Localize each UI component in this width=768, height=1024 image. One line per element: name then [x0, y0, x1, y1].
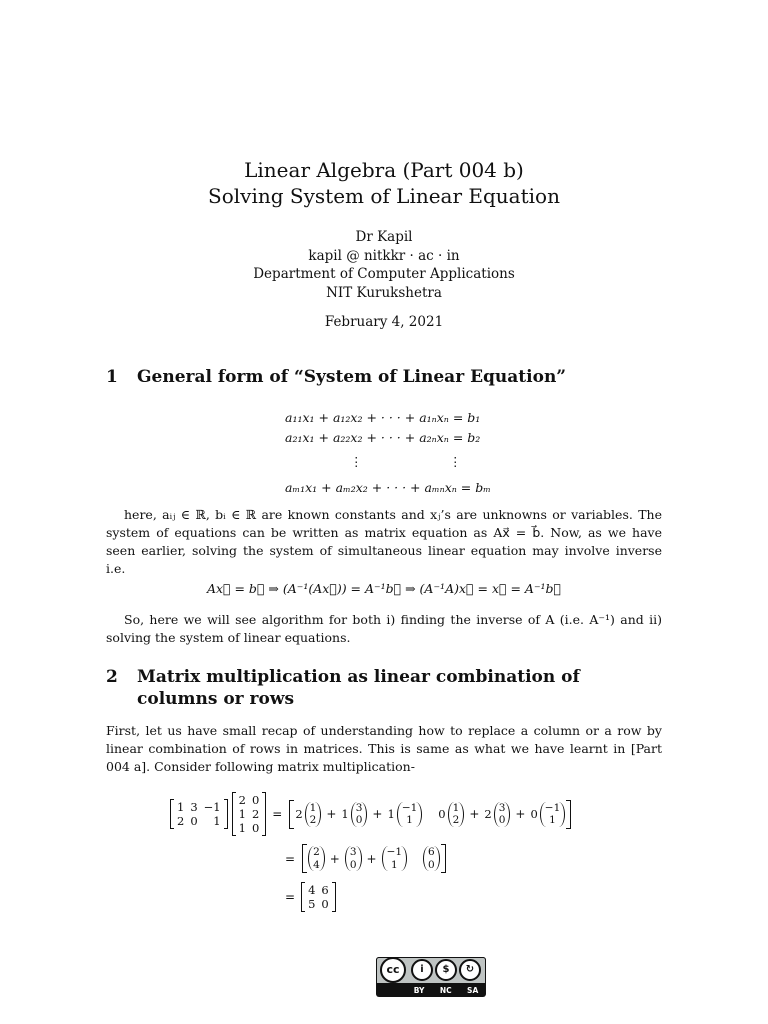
column-vector	[345, 846, 362, 871]
equals-sign: =	[272, 807, 283, 821]
result-cell: 4	[308, 883, 316, 897]
section-2-number: 2	[106, 667, 118, 687]
vector-entry: 3	[355, 801, 363, 814]
equation-vdots-right: ⋮	[449, 454, 462, 469]
plus-sign: +	[515, 807, 526, 821]
matrix-a-cell: 1	[177, 800, 185, 814]
column-vector	[382, 846, 407, 871]
column-vector	[448, 802, 465, 827]
vector-entry: 1	[309, 801, 317, 814]
author-block	[0, 228, 768, 302]
vector-entry: 3	[498, 801, 506, 814]
attribution-icon: i	[411, 959, 433, 981]
matrix-b-cell: 1	[238, 821, 246, 835]
coefficient: 1	[387, 807, 395, 821]
vector-entry: 4	[313, 858, 320, 871]
coefficient: 2	[295, 807, 303, 821]
column-vector	[423, 846, 440, 871]
equation-row-1: a₁₁x₁ + a₁₂x₂ + · · · + a₁ₙxₙ = b₁	[285, 410, 481, 425]
noncommercial-icon: $	[435, 959, 457, 981]
summed-vectors-matrix	[302, 844, 446, 873]
section-1-paragraph-1: here, aᵢⱼ ∈ ℝ, bᵢ ∈ ℝ are known constants and xⱼ’s are unknowns or variables. The system of equations can be written as matrix equation as Ax⃗ = b⃗. Now, as we have seen earlier, solving the system of simultaneous linear equation may involve inverse i.e.	[106, 507, 662, 576]
matrix-a-cell: −1	[203, 800, 221, 814]
section-2-paragraph: First, let us have small recap of understanding how to replace a column or a row by linear combination of rows in matrices. This is same as what we have learnt in [Part 004 a]. Consider following matrix multiplication-	[106, 723, 662, 774]
vector-entry: 6	[428, 846, 435, 858]
vector-entry: 1	[390, 858, 398, 871]
vector-entry: 1	[406, 814, 413, 826]
coefficient: 0	[438, 807, 446, 821]
column-vector	[308, 846, 325, 871]
license-label-nc: NC	[439, 986, 452, 995]
matrix-b-cell: 0	[251, 793, 260, 807]
cc-logo-icon: cc	[380, 957, 406, 983]
document-title	[0, 157, 768, 209]
matrix-a-cell: 2	[177, 814, 185, 828]
column-vector	[397, 802, 422, 827]
vector-entry: 2	[309, 814, 317, 826]
title-line-2: Solving System of Linear Equation	[208, 184, 560, 208]
equals-sign: =	[285, 851, 296, 866]
equals-sign: =	[285, 890, 296, 904]
result-cell: 6	[321, 883, 329, 897]
document-date: February 4, 2021	[324, 314, 444, 330]
result-cell: 0	[321, 897, 329, 911]
column-vector	[351, 802, 368, 827]
vector-entry: 0	[498, 814, 506, 826]
equation-row-m: aₘ₁x₁ + aₘ₂x₂ + · · · + aₘₙxₙ = bₘ	[285, 480, 491, 495]
matrix-a-cell: 1	[213, 814, 221, 828]
section-1-heading	[106, 366, 666, 388]
section-1-number: 1	[106, 367, 118, 387]
cc-license-badge	[376, 957, 486, 997]
result-cell: 5	[308, 897, 316, 911]
vector-entry: 0	[349, 858, 357, 871]
vector-entry: 0	[355, 814, 363, 826]
vector-entry: −1	[544, 801, 561, 814]
matrix-equation-row-2	[281, 844, 449, 873]
column-vector	[305, 802, 322, 827]
license-labels	[406, 986, 486, 995]
matrix-a-cell: 0	[190, 814, 198, 828]
vector-entry: 1	[549, 814, 556, 826]
author-name: Dr Kapil	[355, 229, 413, 245]
matrix-b-cell: 1	[238, 807, 246, 821]
plus-sign: +	[372, 807, 383, 821]
matrix-b-cell: 0	[251, 821, 260, 835]
coefficient: 2	[484, 807, 492, 821]
column-vector	[494, 802, 511, 827]
section-2-title: Matrix multiplication as linear combination of columns or rows	[137, 667, 580, 709]
linear-combination-matrix	[289, 800, 571, 829]
system-equations	[0, 410, 768, 500]
author-department: Department of Computer Applications	[253, 266, 515, 282]
equation-vdots-left: ⋮	[350, 454, 363, 469]
license-label-by: BY	[413, 986, 425, 995]
vector-entry: 1	[452, 801, 460, 814]
vector-entry: −1	[401, 801, 418, 814]
section-1-paragraph-2: So, here we will see algorithm for both i) finding the inverse of A (i.e. A⁻¹) and ii) solving the system of linear equations.	[106, 612, 662, 645]
equation-row-2: a₂₁x₁ + a₂₂x₂ + · · · + a₂ₙxₙ = b₂	[285, 430, 481, 445]
vector-entry: 3	[349, 846, 357, 858]
author-email: kapil @ nitkkr · ac · in	[308, 247, 460, 264]
author-institute: NIT Kurukshetra	[326, 284, 442, 301]
matrix-b-cell: 2	[238, 793, 246, 807]
section-2-heading	[106, 666, 666, 710]
matrix-a-cell: 3	[190, 800, 198, 814]
plus-sign: +	[469, 807, 480, 821]
sharealike-icon: ↻	[459, 959, 481, 981]
vector-entry: 2	[452, 814, 460, 826]
matrix-a	[170, 799, 228, 829]
coefficient: 0	[530, 807, 538, 821]
plus-sign: +	[326, 807, 337, 821]
column-vector	[540, 802, 565, 827]
coefficient: 1	[341, 807, 349, 821]
matrix-b-cell: 2	[251, 807, 260, 821]
vector-entry: 0	[428, 858, 435, 871]
matrix-equation-row-3	[281, 882, 338, 912]
result-matrix	[301, 882, 336, 912]
section-1-title: General form of “System of Linear Equation”	[137, 367, 567, 387]
matrix-b	[232, 792, 267, 836]
plus-sign: +	[366, 851, 377, 866]
license-label-sa: SA	[467, 986, 479, 995]
matrix-equation-row-1	[168, 792, 574, 836]
vector-entry: −1	[386, 846, 403, 858]
vector-entry: 2	[313, 846, 320, 858]
inverse-derivation-equation: Ax⃗ = b⃗ ⇒ (A⁻¹(Ax⃗)) = A⁻¹b⃗ ⇒ (A⁻¹A)x⃗ = x⃗ = A⁻¹b⃗	[206, 581, 562, 596]
title-line-1: Linear Algebra (Part 004 b)	[244, 158, 524, 182]
plus-sign: +	[329, 851, 340, 866]
